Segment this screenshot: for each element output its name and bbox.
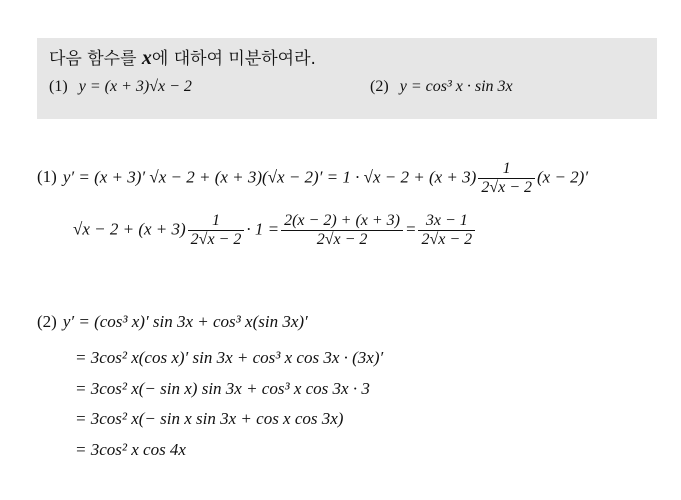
problem-box bbox=[37, 38, 657, 119]
solution-1-line-1-fraction bbox=[478, 160, 535, 197]
solution-2-line-4 bbox=[75, 409, 343, 429]
fraction-denominator: 2√x − 2 bbox=[190, 231, 242, 248]
fraction-denominator: 2√x − 2 bbox=[316, 231, 368, 248]
fraction-numerator: 1 bbox=[188, 212, 245, 231]
solution-1-line-2-text: √x − 2 + (x + 3) bbox=[73, 219, 186, 239]
instruction-text-after: 에 대하여 미분하여라. bbox=[151, 49, 316, 69]
solution-2-line-2-text: = 3cos² x(cos x)′ sin 3x + cos³ x cos 3x · (3x)′ bbox=[75, 348, 384, 367]
solution-1-line-2 bbox=[73, 212, 477, 249]
fraction-denominator: 2√x − 2 bbox=[481, 179, 532, 196]
solution-1-line-2-fraction-2 bbox=[281, 212, 403, 249]
solution-2-line-3 bbox=[75, 379, 370, 399]
fraction-numerator: 1 bbox=[478, 160, 535, 179]
instruction-text-before: 다음 함수를 bbox=[49, 49, 137, 69]
solution-2-line-1 bbox=[37, 312, 308, 332]
solution-1-line-1-text: y′ = (x + 3)′ √x − 2 + (x + 3)(√x − 2)′ = 1 · √x − 2 + (x + 3) bbox=[62, 167, 477, 187]
fraction-numerator: 3x − 1 bbox=[418, 212, 475, 231]
solution-1-number: (1) bbox=[37, 167, 57, 187]
solution-2-line-4-text: = 3cos² x(− sin x sin 3x + cos x cos 3x) bbox=[75, 409, 344, 428]
problem-item-1-expression: y = (x + 3)√x − 2 bbox=[78, 78, 192, 95]
fraction-denominator: 2√x − 2 bbox=[421, 231, 473, 248]
solution-2-line-3-text: = 3cos² x(− sin x) sin 3x + cos³ x cos 3x · 3 bbox=[75, 379, 370, 398]
solution-1-line-1 bbox=[37, 160, 588, 197]
solution-1-line-1-tail: (x − 2)′ bbox=[537, 167, 589, 187]
solution-1-line-2-mid: · 1 = bbox=[246, 219, 280, 239]
solution-1-line-2-equals: = bbox=[405, 219, 417, 239]
solution-1-line-2-fraction-3 bbox=[418, 212, 475, 249]
instruction-variable: x bbox=[141, 47, 152, 69]
problem-item-2-number: (2) bbox=[370, 78, 389, 95]
solution-2-number: (2) bbox=[37, 312, 57, 331]
fraction-numerator: 2(x − 2) + (x + 3) bbox=[281, 212, 403, 231]
solution-2-line-5-text: = 3cos² x cos 4x bbox=[75, 440, 186, 459]
problem-item-1 bbox=[49, 76, 192, 96]
solution-2-line-2 bbox=[75, 348, 383, 368]
solution-2-line-5 bbox=[75, 440, 186, 460]
problem-instruction bbox=[49, 44, 316, 70]
solution-1-line-2-fraction-1 bbox=[188, 212, 245, 249]
solution-2-line-1-text: y′ = (cos³ x)′ sin 3x + cos³ x(sin 3x)′ bbox=[62, 312, 308, 331]
problem-item-2-expression: y = cos³ x · sin 3x bbox=[399, 78, 513, 95]
problem-item-1-number: (1) bbox=[49, 78, 68, 95]
problem-item-2 bbox=[370, 76, 513, 96]
